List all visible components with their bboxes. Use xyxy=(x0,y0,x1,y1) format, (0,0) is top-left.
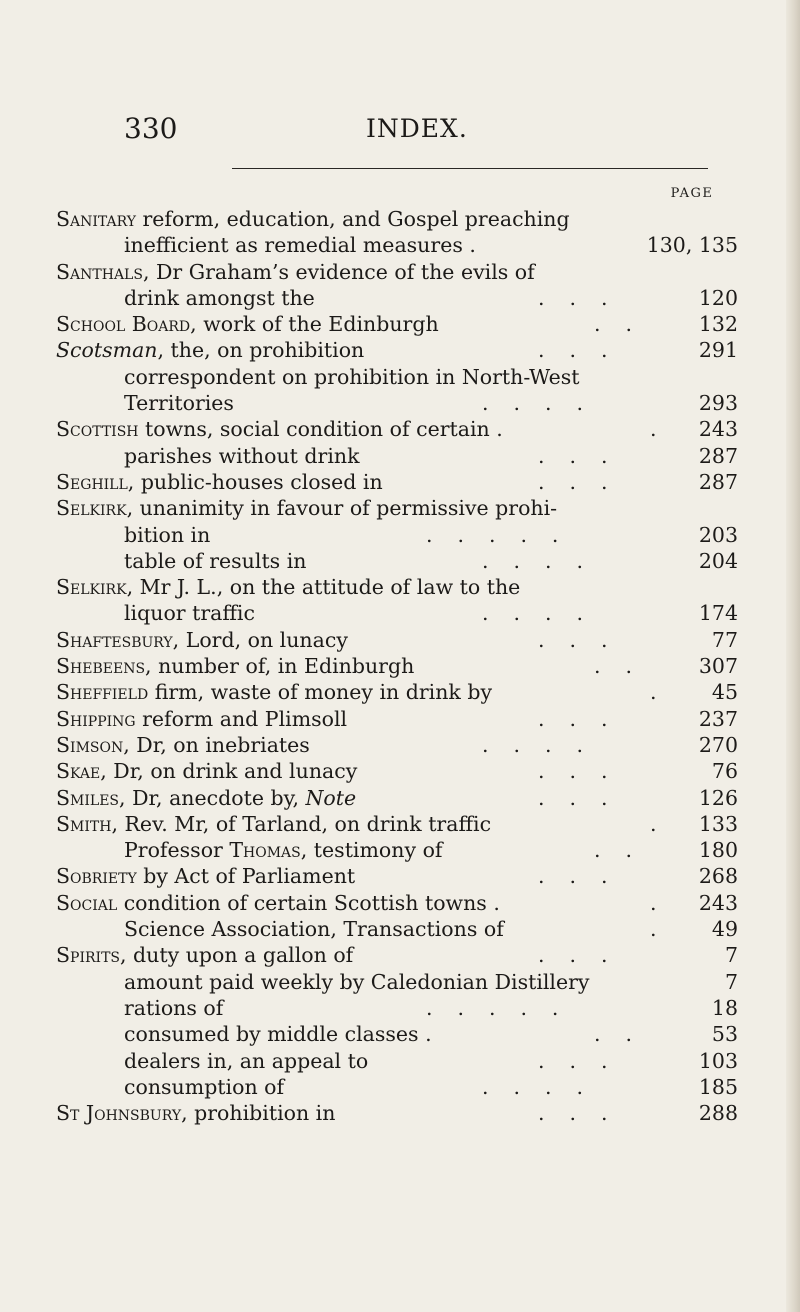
page-reference: 243 xyxy=(698,417,738,442)
entry-text xyxy=(124,837,443,863)
index-entry xyxy=(0,863,800,889)
entry-heading: Santhals xyxy=(56,259,143,284)
entry-text xyxy=(124,995,223,1021)
page-reference: 103 xyxy=(698,1048,738,1073)
page-reference: 76 xyxy=(711,759,738,784)
entry-subject: table of results in xyxy=(124,548,307,573)
entry-subject: , Dr Graham’s evidence of the evils of xyxy=(142,259,535,284)
entry-heading: Spirits xyxy=(56,943,120,968)
entry-subject: , Dr, on inebriates xyxy=(123,732,310,757)
entry-subject: by Act of Parliament xyxy=(136,864,356,889)
index-entry xyxy=(0,443,800,469)
entry-heading: Sanitary xyxy=(56,207,136,231)
entry-heading: Shebeens xyxy=(56,654,146,679)
entry-text xyxy=(56,1100,335,1126)
page-column-header: PAGE xyxy=(670,186,714,201)
index-entry xyxy=(0,574,800,600)
entry-subject: rations of xyxy=(124,995,224,1020)
page-reference: 53 xyxy=(711,1022,738,1047)
page-reference: 120 xyxy=(698,285,738,310)
page-reference: 243 xyxy=(698,890,738,915)
index-entry xyxy=(0,522,800,548)
index-entry xyxy=(0,785,800,811)
page-reference: 307 xyxy=(698,654,738,679)
page-number: 330 xyxy=(124,112,178,145)
entry-subject: , Dr, on drink and lunacy xyxy=(100,759,358,784)
page-reference: 293 xyxy=(698,391,738,416)
index-entry xyxy=(0,758,800,784)
page-reference: 203 xyxy=(698,522,738,547)
entry-text xyxy=(124,1048,368,1074)
page-reference: 49 xyxy=(711,917,738,942)
leader-dots: . xyxy=(650,890,657,915)
entry-text xyxy=(56,732,310,758)
index-entry xyxy=(0,1048,800,1074)
leader-dots: . . xyxy=(594,312,632,337)
entry-heading: Social xyxy=(56,890,118,915)
leader-dots: . . . . xyxy=(482,391,583,416)
entry-heading: School Board xyxy=(56,312,191,337)
entry-text xyxy=(124,548,306,574)
entry-subject: inefficient as remedial measures xyxy=(124,233,463,258)
leader-dots: . . . xyxy=(538,943,608,968)
leader-dots: . . xyxy=(594,1022,632,1047)
entry-text xyxy=(56,785,356,811)
leader-dots: . . . . xyxy=(482,601,583,626)
entry-heading: Smiles xyxy=(56,785,120,810)
index-entry xyxy=(0,364,800,390)
page-reference: 270 xyxy=(698,732,738,757)
entry-subject: , prohibition in xyxy=(181,1101,336,1126)
entry-subject: condition of certain Scottish towns . xyxy=(117,890,500,915)
entry-text xyxy=(124,443,360,469)
entry-text xyxy=(124,390,234,416)
index-entry xyxy=(0,495,800,521)
index-entries xyxy=(0,206,800,1126)
page-reference: 268 xyxy=(698,864,738,889)
entry-text xyxy=(124,1021,432,1047)
entry-heading: Seghill xyxy=(56,469,128,494)
leader-dots: . . xyxy=(594,838,632,863)
index-entry xyxy=(0,259,800,285)
index-entry xyxy=(0,627,800,653)
index-entry xyxy=(0,600,800,626)
index-entry xyxy=(0,311,800,337)
leader-dots: . . . . . xyxy=(426,995,559,1020)
entry-subject: bition in xyxy=(124,522,211,547)
entry-text xyxy=(56,574,520,600)
entry-subject: , Rev. Mr, of Tarland, on drink traffic xyxy=(111,811,492,836)
entry-text xyxy=(56,706,347,732)
entry-text xyxy=(56,337,364,363)
page-reference: 7 xyxy=(724,943,738,968)
entry-text xyxy=(56,416,503,442)
entry-subject: , the, on prohibition xyxy=(157,338,365,363)
entry-text xyxy=(124,969,590,995)
index-entry xyxy=(0,916,800,942)
entry-text xyxy=(56,206,570,232)
entry-subject: reform and Plimsoll xyxy=(135,706,348,731)
leader-dots: . xyxy=(650,917,657,942)
page-reference: 174 xyxy=(698,601,738,626)
index-entry xyxy=(0,548,800,574)
leader-dots: . . . xyxy=(538,338,608,363)
entry-text xyxy=(56,811,491,837)
entry-subject: drink amongst the xyxy=(124,285,315,310)
index-entry xyxy=(0,706,800,732)
entry-text xyxy=(56,627,348,653)
entry-subject: , public-houses closed in xyxy=(127,469,383,494)
page-reference: 288 xyxy=(698,1101,738,1126)
leader-dots: . . . xyxy=(538,1048,608,1073)
leader-dots: . . . xyxy=(538,785,608,810)
entry-text xyxy=(124,232,476,258)
entry-heading: Shaftesbury xyxy=(56,627,173,652)
entry-subject: towns, social condition of certain . xyxy=(138,417,503,442)
entry-note: Note xyxy=(305,785,357,810)
entry-text xyxy=(124,600,255,626)
entry-text xyxy=(56,679,492,705)
entry-subject: , Lord, on lunacy xyxy=(172,627,348,652)
entry-heading: Simson xyxy=(56,732,124,757)
entry-heading: Scottish xyxy=(56,417,139,442)
page-reference: 45 xyxy=(711,680,738,705)
index-entry xyxy=(0,232,800,258)
leader-dots: . . . xyxy=(538,864,608,889)
leader-dots: . . . . . xyxy=(426,522,559,547)
page-reference: 185 xyxy=(698,1074,738,1099)
leader-dots: . xyxy=(650,417,657,442)
entry-heading: Selkirk xyxy=(56,496,127,521)
entry-subject: correspondent on prohibition in North-West xyxy=(124,364,580,389)
leader-dots: . . . . xyxy=(482,548,583,573)
entry-subject: , Mr J. L., on the attitude of law to the xyxy=(126,575,521,600)
index-entry xyxy=(0,811,800,837)
page-reference: 18 xyxy=(711,995,738,1020)
leader-dots: . . . xyxy=(538,469,608,494)
index-entry xyxy=(0,969,800,995)
index-entry xyxy=(0,679,800,705)
index-entry xyxy=(0,416,800,442)
leader-dots: . . . xyxy=(538,1101,608,1126)
page-reference: 287 xyxy=(698,443,738,468)
entry-heading: Selkirk xyxy=(56,575,127,600)
page-reference: 291 xyxy=(698,338,738,363)
entry-subject: , number of, in Edinburgh xyxy=(145,654,415,679)
leader-dots: . . . xyxy=(538,759,608,784)
index-entry xyxy=(0,390,800,416)
entry-text xyxy=(56,495,557,521)
leader-dots: . . xyxy=(594,654,632,679)
index-entry xyxy=(0,942,800,968)
leader-dots: . . . xyxy=(538,285,608,310)
leader-dots: . . . xyxy=(538,627,608,652)
entry-heading: Sheffield xyxy=(56,680,149,705)
page-reference: 77 xyxy=(711,627,738,652)
entry-text xyxy=(56,469,383,495)
leader-dots: . xyxy=(650,680,657,705)
entry-subject: amount paid weekly by Caledonian Distillery xyxy=(124,969,590,994)
entry-heading: Shipping xyxy=(56,706,136,731)
entry-subject: parishes without drink xyxy=(124,443,360,468)
page-header xyxy=(124,112,724,152)
entry-text xyxy=(56,890,500,916)
page-reference: 180 xyxy=(698,838,738,863)
entry-heading: Sobriety xyxy=(56,864,137,889)
entry-subject: consumed by middle classes . xyxy=(124,1022,432,1047)
entry-text xyxy=(124,364,579,390)
entry-subject: , unanimity in favour of permissive prohi- xyxy=(126,496,558,521)
entry-text xyxy=(56,259,535,285)
entry-heading: Scotsman xyxy=(56,338,158,363)
page-reference: 287 xyxy=(698,469,738,494)
index-entry xyxy=(0,337,800,363)
running-head: INDEX. xyxy=(366,114,468,143)
entry-text xyxy=(56,311,439,337)
entry-subject: firm, waste of money in drink by xyxy=(148,680,493,705)
leader-dots: . . . . xyxy=(482,732,583,757)
leader-dots: . . . xyxy=(538,706,608,731)
entry-heading: Smith xyxy=(56,811,112,836)
entry-text xyxy=(56,942,353,968)
entry-text xyxy=(124,1074,284,1100)
page-reference: 126 xyxy=(698,785,738,810)
entry-subject: , duty upon a gallon of xyxy=(120,943,354,968)
index-entry xyxy=(0,469,800,495)
entry-heading: Skae xyxy=(56,759,101,784)
index-entry xyxy=(0,653,800,679)
entry-subject: dealers in, an appeal to xyxy=(124,1048,369,1073)
entry-text xyxy=(56,653,414,679)
entry-subject: Territories xyxy=(124,391,234,416)
page-reference: 204 xyxy=(698,548,738,573)
index-entry xyxy=(0,732,800,758)
leader-dots: . xyxy=(462,233,476,258)
page-reference: 133 xyxy=(698,811,738,836)
leader-dots: . . . . xyxy=(482,1074,583,1099)
entry-name: Thomas xyxy=(229,838,301,863)
entry-subject: , Dr, anecdote by, xyxy=(119,785,306,810)
entry-subject-tail: , testimony of xyxy=(300,838,443,863)
page-reference: 7 xyxy=(724,969,738,994)
entry-subject: Science Association, Transactions of xyxy=(124,917,504,942)
page-reference: 237 xyxy=(698,706,738,731)
index-entry xyxy=(0,1074,800,1100)
entry-subject: reform, education, and Gospel preaching xyxy=(135,207,570,231)
index-entry xyxy=(0,995,800,1021)
entry-text xyxy=(124,916,504,942)
index-entry xyxy=(0,285,800,311)
entry-subject: Professor xyxy=(124,838,230,863)
entry-heading: St Johnsbury xyxy=(56,1101,182,1126)
index-entry xyxy=(0,1021,800,1047)
entry-text xyxy=(124,285,315,311)
index-entry xyxy=(0,1100,800,1126)
page-reference: 132 xyxy=(698,312,738,337)
entry-subject: , work of the Edinburgh xyxy=(190,312,439,337)
entry-text xyxy=(56,758,357,784)
header-rule xyxy=(232,168,708,169)
entry-text xyxy=(56,863,355,889)
index-entry xyxy=(0,206,800,232)
entry-subject: liquor traffic xyxy=(124,601,255,626)
page-reference: 130, 135 xyxy=(646,233,738,258)
index-entry xyxy=(0,890,800,916)
entry-subject: consumption of xyxy=(124,1074,285,1099)
entry-text xyxy=(124,522,210,548)
index-entry xyxy=(0,837,800,863)
leader-dots: . xyxy=(650,811,657,836)
leader-dots: . . . xyxy=(538,443,608,468)
